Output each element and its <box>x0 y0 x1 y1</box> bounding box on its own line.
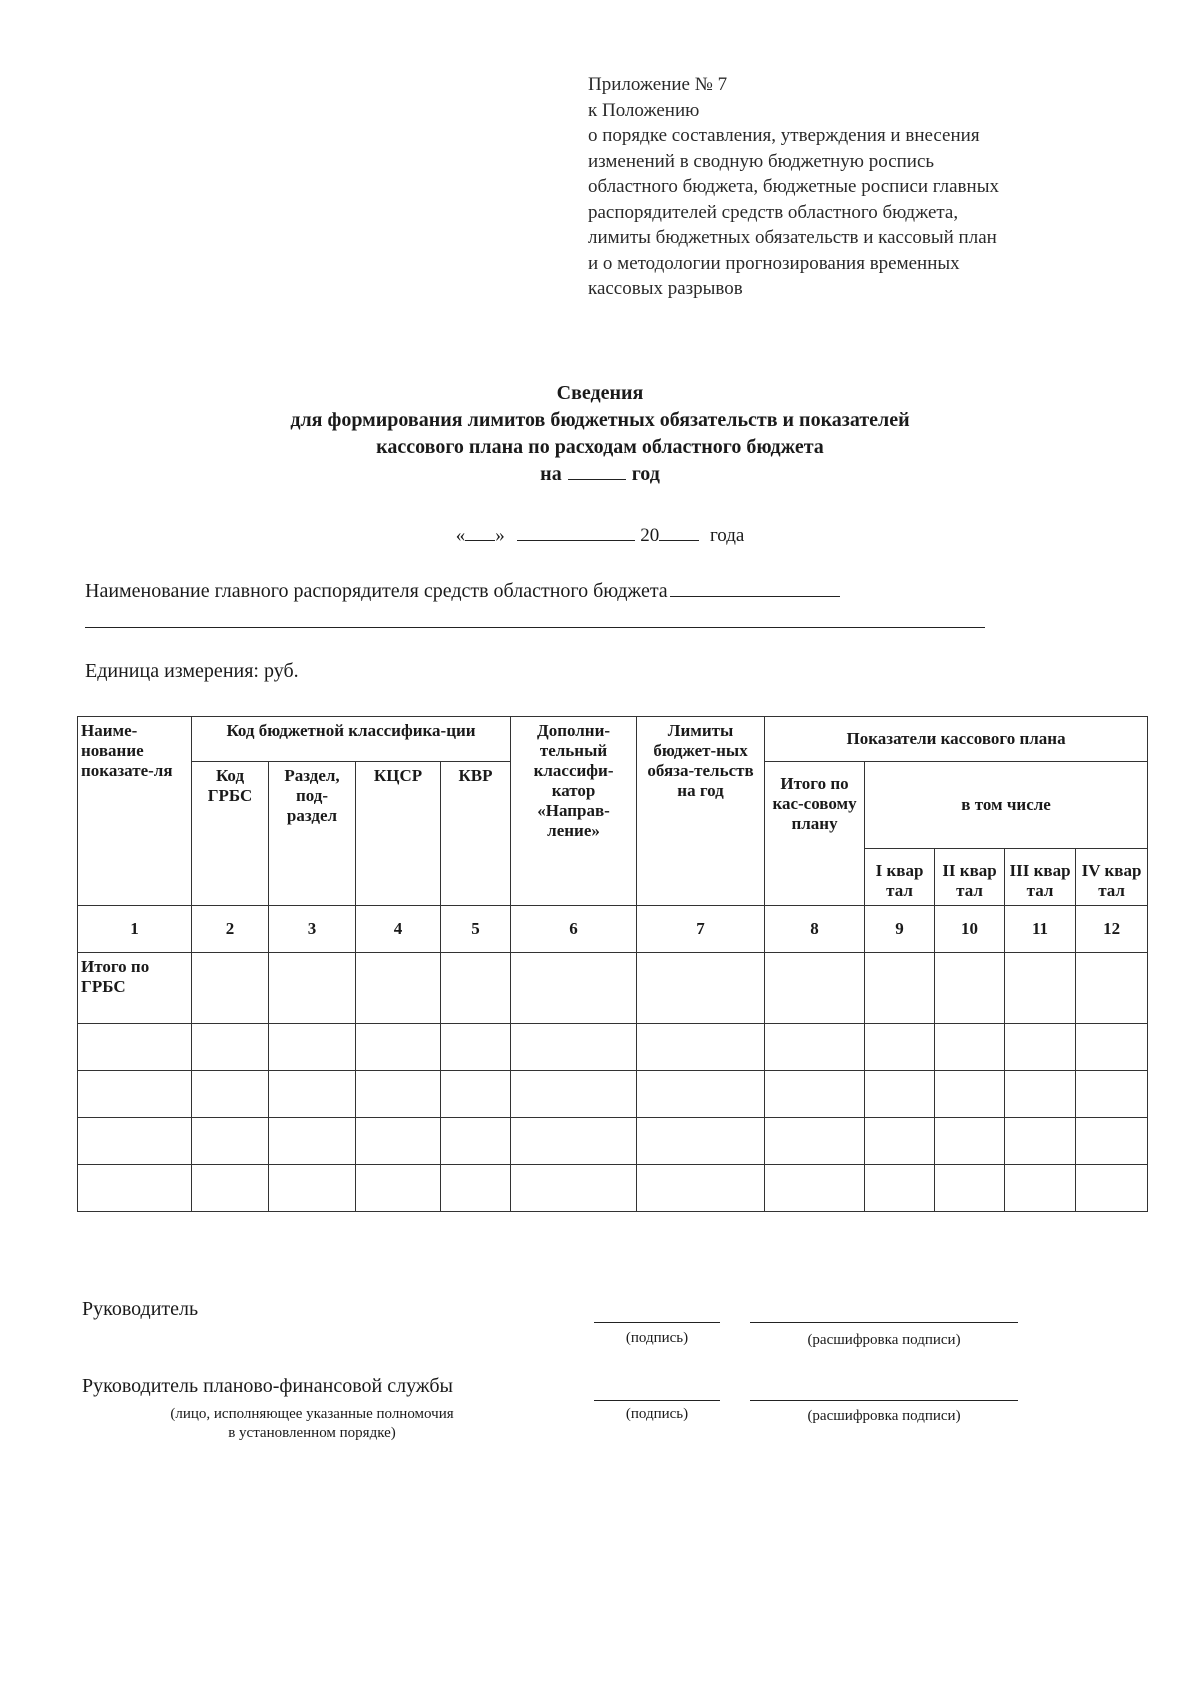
table-cell[interactable] <box>865 1118 935 1165</box>
header-budget-classification-code: Код бюджетной классифика-ции <box>192 717 511 762</box>
table-row <box>78 1118 1148 1165</box>
appendix-line: и о методологии прогнозирования временных <box>588 252 960 274</box>
header-grbs-code: Код ГРБС <box>192 762 269 906</box>
table-cell[interactable] <box>441 1024 511 1071</box>
table-cell[interactable] <box>269 1071 356 1118</box>
head-decoding-line[interactable] <box>750 1322 1018 1323</box>
finance-signature-line[interactable] <box>594 1400 720 1401</box>
table-cell[interactable] <box>192 1118 269 1165</box>
table-cell[interactable] <box>1005 1024 1076 1071</box>
table-cell[interactable] <box>192 953 269 1024</box>
appendix-line: к Положению <box>588 99 700 121</box>
header-quarter-4: IV квар тал <box>1076 849 1148 906</box>
table-cell[interactable] <box>865 1165 935 1212</box>
column-number: 11 <box>1005 906 1076 953</box>
row-label-total-grbs: Итого по ГРБС <box>78 953 192 1024</box>
date-line <box>0 522 1200 547</box>
table-cell[interactable] <box>511 953 637 1024</box>
grbs-name-field[interactable] <box>670 578 840 597</box>
table-cell[interactable] <box>78 1071 192 1118</box>
head-decoding-caption: (расшифровка подписи) <box>807 1332 961 1348</box>
table-cell[interactable] <box>765 1165 865 1212</box>
table-cell[interactable] <box>1005 1071 1076 1118</box>
title-year-suffix: год <box>631 463 660 485</box>
column-number: 9 <box>865 906 935 953</box>
date-year-blank-field[interactable] <box>659 522 699 541</box>
finance-head-note <box>82 1405 542 1443</box>
appendix-line: изменений в сводную бюджетную роспись <box>588 150 935 172</box>
table-cell[interactable] <box>865 1024 935 1071</box>
table-row <box>78 953 1148 1024</box>
column-number: 10 <box>935 906 1005 953</box>
column-number: 1 <box>78 906 192 953</box>
column-number: 4 <box>356 906 441 953</box>
table-cell[interactable] <box>1076 953 1148 1024</box>
table-cell[interactable] <box>1076 1165 1148 1212</box>
table-cell[interactable] <box>765 953 865 1024</box>
column-number: 5 <box>441 906 511 953</box>
document-title <box>0 380 1200 488</box>
table-cell[interactable] <box>637 1165 765 1212</box>
header-cash-plan-indicators: Показатели кассового плана <box>765 717 1148 762</box>
grbs-name-line <box>85 578 840 603</box>
header-limits: Лимиты бюджет-ных обяза-тельств на год <box>637 717 765 906</box>
appendix-line: Приложение № 7 <box>588 74 728 95</box>
table-cell[interactable] <box>269 1165 356 1212</box>
header-kvr: КВР <box>441 762 511 906</box>
appendix-header <box>588 72 1148 302</box>
column-number: 8 <box>765 906 865 953</box>
table-cell[interactable] <box>511 1024 637 1071</box>
table-cell[interactable] <box>269 1024 356 1071</box>
table-cell[interactable] <box>441 1118 511 1165</box>
header-including: в том числе <box>865 762 1148 849</box>
table-row <box>78 1071 1148 1118</box>
table-cell[interactable] <box>78 1118 192 1165</box>
table-cell[interactable] <box>78 1024 192 1071</box>
header-indicator-name: Наиме-нование показате-ля <box>78 717 192 906</box>
column-number: 12 <box>1076 906 1148 953</box>
title-line: Сведения <box>556 382 644 404</box>
header-quarter-1: I квар тал <box>865 849 935 906</box>
header-total-cash-plan: Итого по кас-совому плану <box>765 762 865 906</box>
header-quarter-2: II квар тал <box>935 849 1005 906</box>
month-blank-field[interactable] <box>517 522 635 541</box>
table-cell[interactable] <box>356 1071 441 1118</box>
head-signature-line[interactable] <box>594 1322 720 1323</box>
table-cell[interactable] <box>356 1024 441 1071</box>
table-cell[interactable] <box>192 1024 269 1071</box>
table-cell[interactable] <box>1005 1118 1076 1165</box>
table-row <box>78 1024 1148 1071</box>
table-cell[interactable] <box>935 1165 1005 1212</box>
date-open-quote: « <box>455 525 466 546</box>
table-cell[interactable] <box>1076 1118 1148 1165</box>
table-cell[interactable] <box>935 1071 1005 1118</box>
year-blank-field[interactable] <box>568 461 626 480</box>
appendix-line: о порядке составления, утверждения и внесения <box>588 125 980 146</box>
table-cell[interactable] <box>356 1118 441 1165</box>
column-number: 6 <box>511 906 637 953</box>
table-cell[interactable] <box>637 953 765 1024</box>
table-cell[interactable] <box>356 1165 441 1212</box>
table-cell[interactable] <box>935 953 1005 1024</box>
table-cell[interactable] <box>765 1071 865 1118</box>
head-signature-label: Руководитель <box>82 1298 199 1320</box>
header-quarter-3: III квар тал <box>1005 849 1076 906</box>
title-year-line <box>0 461 1200 488</box>
unit-label: Единица измерения: руб. <box>85 660 299 682</box>
finance-decoding-line[interactable] <box>750 1400 1018 1401</box>
table-cell[interactable] <box>269 1118 356 1165</box>
date-year-suffix: года <box>709 525 745 546</box>
date-close-quote: » <box>495 525 505 546</box>
appendix-line: распорядителей средств областного бюджета, <box>588 201 959 223</box>
appendix-line: областного бюджета, бюджетные росписи главных <box>588 176 999 197</box>
column-number: 2 <box>192 906 269 953</box>
table-cell[interactable] <box>192 1071 269 1118</box>
header-additional-classifier: Дополни-тельный классифи-катор «Направ-ление» <box>511 717 637 906</box>
finance-head-note-line: в установленном порядке) <box>228 1425 396 1441</box>
finance-head-signature-label: Руководитель планово-финансовой службы <box>82 1375 453 1397</box>
table-cell[interactable] <box>865 953 935 1024</box>
table-cell[interactable] <box>78 1165 192 1212</box>
finance-head-note-line: (лицо, исполняющее указанные полномочия <box>170 1406 454 1422</box>
title-line: для формирования лимитов бюджетных обязательств и показателей <box>290 409 910 431</box>
table-cell[interactable] <box>441 953 511 1024</box>
table-header-row <box>78 717 1148 762</box>
table-cell[interactable] <box>637 1118 765 1165</box>
appendix-line: лимиты бюджетных обязательств и кассовый план <box>588 227 997 248</box>
head-signature-caption: (подпись) <box>625 1330 689 1346</box>
data-table <box>77 716 1148 1212</box>
table-cell[interactable] <box>637 1071 765 1118</box>
table-cell[interactable] <box>1005 1165 1076 1212</box>
table-cell[interactable] <box>511 1118 637 1165</box>
table-cell[interactable] <box>1005 953 1076 1024</box>
finance-signature-caption: (подпись) <box>625 1406 689 1422</box>
table-cell[interactable] <box>511 1165 637 1212</box>
appendix-line: кассовых разрывов <box>588 278 743 299</box>
title-line: кассового плана по расходам областного бюджета <box>376 436 824 458</box>
table-cell[interactable] <box>865 1071 935 1118</box>
column-number-row <box>78 906 1148 953</box>
finance-decoding-caption: (расшифровка подписи) <box>807 1408 961 1424</box>
table-cell[interactable] <box>356 953 441 1024</box>
table-cell[interactable] <box>1076 1071 1148 1118</box>
table-cell[interactable] <box>765 1118 865 1165</box>
table-cell[interactable] <box>765 1024 865 1071</box>
table-cell[interactable] <box>441 1165 511 1212</box>
header-section: Раздел, под-раздел <box>269 762 356 906</box>
table-cell[interactable] <box>1076 1024 1148 1071</box>
grbs-name-label: Наименование главного распорядителя средств областного бюджета <box>85 580 668 602</box>
table-cell[interactable] <box>935 1024 1005 1071</box>
table-cell[interactable] <box>637 1024 765 1071</box>
date-year-prefix: 20 <box>640 525 660 546</box>
table-cell[interactable] <box>441 1071 511 1118</box>
table-cell[interactable] <box>511 1071 637 1118</box>
table-cell[interactable] <box>192 1165 269 1212</box>
column-number: 3 <box>269 906 356 953</box>
column-number: 7 <box>637 906 765 953</box>
day-blank-field[interactable] <box>465 522 495 541</box>
grbs-name-continuation-line[interactable] <box>85 627 985 628</box>
header-kcsr: КЦСР <box>356 762 441 906</box>
table-cell[interactable] <box>935 1118 1005 1165</box>
title-year-prefix: на <box>540 463 562 485</box>
table-cell[interactable] <box>269 953 356 1024</box>
table-row <box>78 1165 1148 1212</box>
